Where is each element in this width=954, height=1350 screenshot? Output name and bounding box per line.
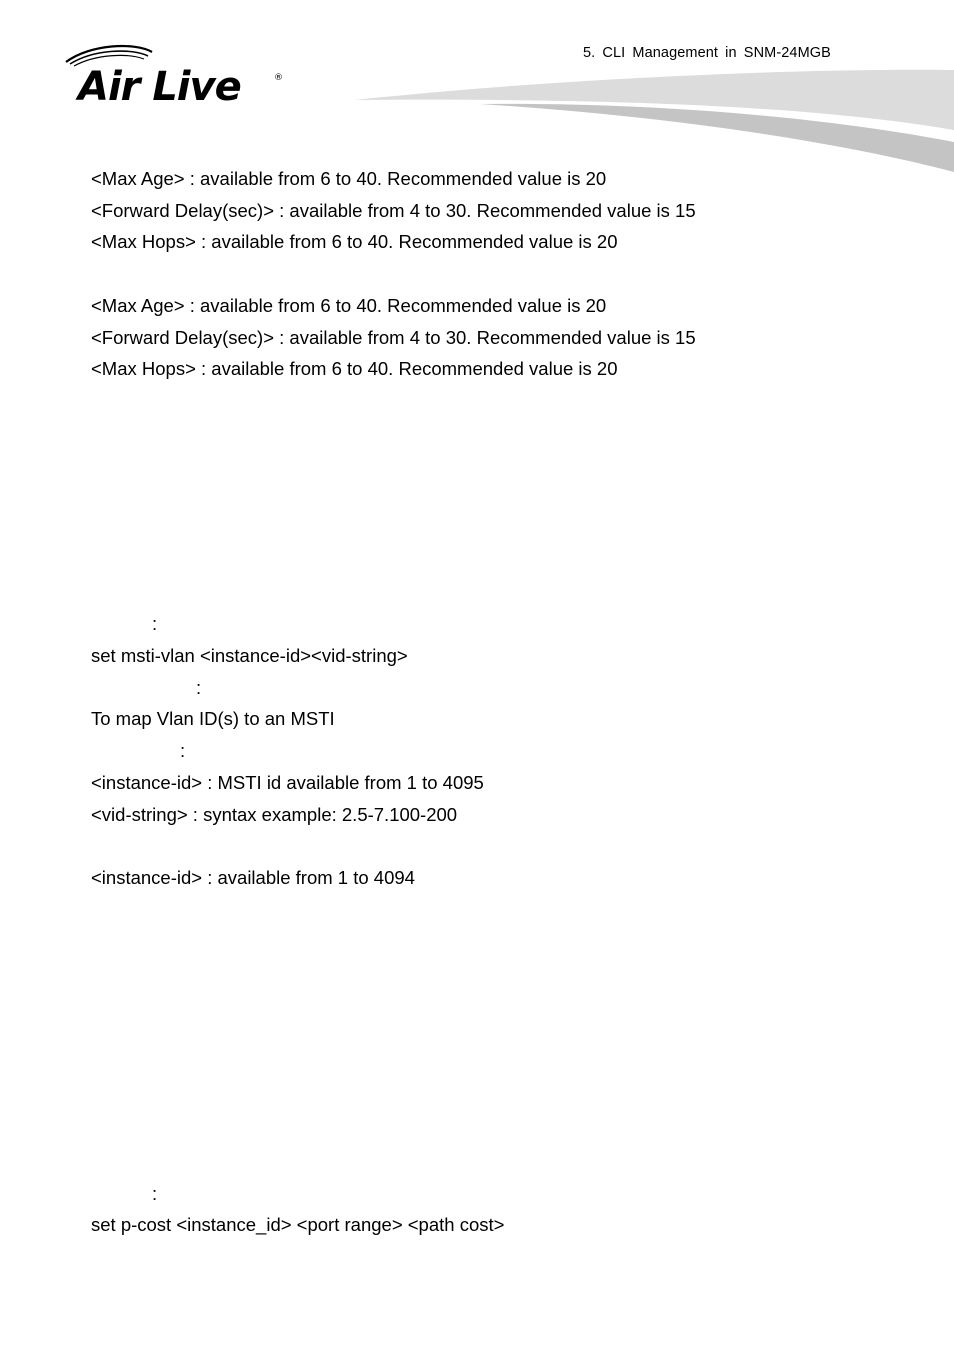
chapter-title: 5. CLI Management in SNM-24MGB [583,45,831,61]
description-msti-vlan: To map Vlan ID(s) to an MSTI [91,708,335,729]
param-forward-delay-1: <Forward Delay(sec)> : available from 4 to 30. Recommended value is 15 [91,200,696,221]
arg-instance-id: <instance-id> : MSTI id available from 1 to 4095 [91,772,484,793]
description-label-colon: : [196,677,202,698]
header-swoosh-decoration [340,60,954,180]
syntax-label-colon-2: : [152,1183,158,1204]
airlive-logo-icon [60,40,290,110]
param-max-hops-1: <Max Hops> : available from 6 to 40. Recommended value is 20 [91,231,618,252]
argument-label-colon: : [180,740,186,761]
arg-vid-string: <vid-string> : syntax example: 2.5-7.100-200 [91,804,458,825]
param-max-hops-2: <Max Hops> : available from 6 to 40. Recommended value is 20 [91,358,618,379]
param-max-age-1: <Max Age> : available from 6 to 40. Recommended value is 20 [91,168,607,189]
syntax-p-cost: set p-cost <instance_id> <port range> <path cost> [91,1214,505,1235]
syntax-msti-vlan: set msti-vlan <instance-id><vid-string> [91,645,408,666]
arg-instance-id-range: <instance-id> : available from 1 to 4094 [91,867,415,888]
param-forward-delay-2: <Forward Delay(sec)> : available from 4 to 30. Recommended value is 15 [91,327,696,348]
svg-text:Air Live: Air Live [78,64,241,110]
syntax-label-colon: : [152,613,158,634]
param-max-age-2: <Max Age> : available from 6 to 40. Recommended value is 20 [91,295,607,316]
svg-text:®: ® [274,73,283,83]
